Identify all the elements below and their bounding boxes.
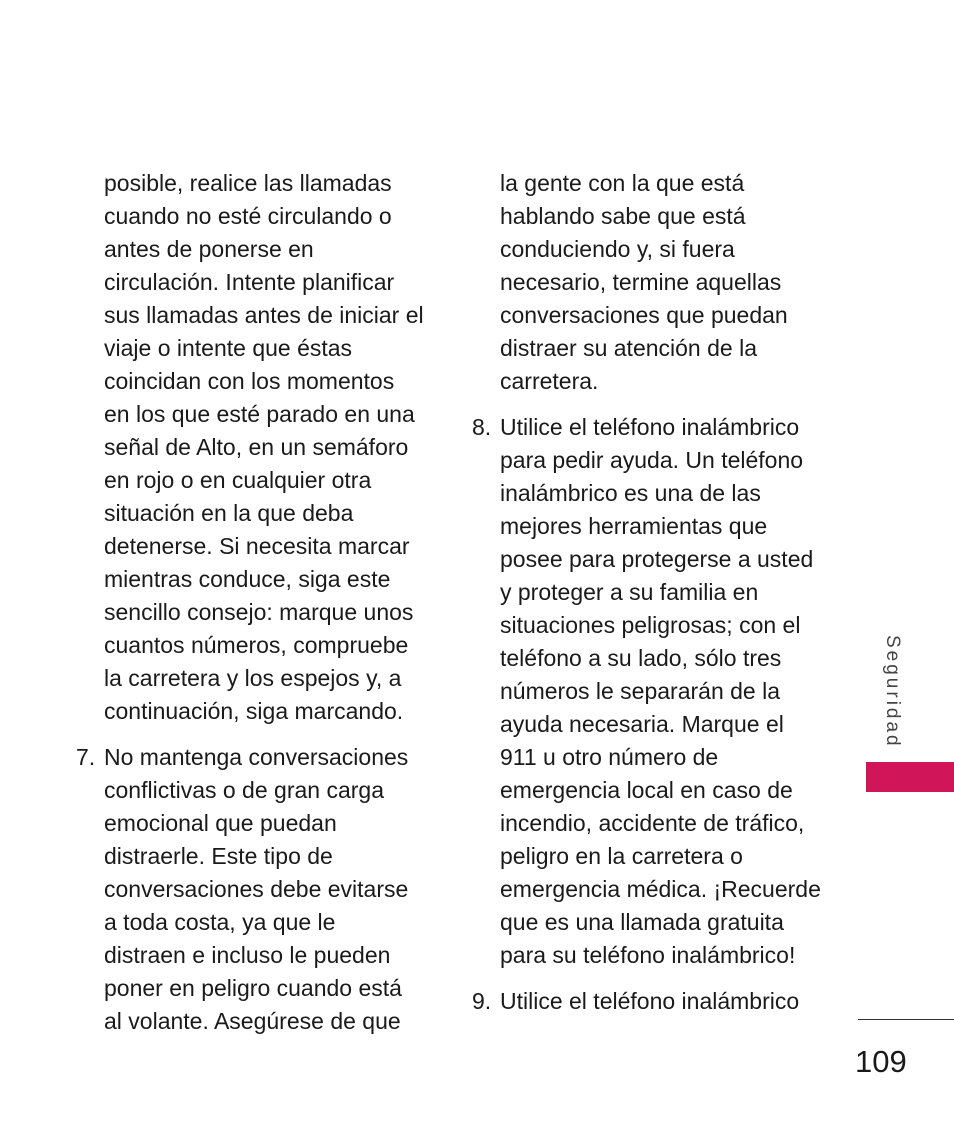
text-line: circulación. Intente planificar — [104, 269, 395, 295]
text-line: Utilice el teléfono inalámbrico — [500, 414, 800, 440]
text-line: la gente con la que está — [500, 170, 745, 196]
text-line: sus llamadas antes de iniciar el — [104, 302, 424, 328]
text-line: conflictivas o de gran carga — [104, 777, 384, 803]
text-line: continuación, siga marcando. — [104, 698, 404, 724]
continuation-paragraph — [500, 167, 822, 398]
list-number: 7. — [76, 744, 96, 770]
text-line: inalámbrico es una de las — [500, 480, 761, 506]
text-line: necesario, termine aquellas — [500, 269, 782, 295]
text-line: 911 u otro número de — [500, 744, 719, 770]
text-line: distraen e incluso le pueden — [104, 942, 391, 968]
text-line: que es una llamada gratuita — [500, 909, 784, 935]
text-line: situación en la que deba — [104, 500, 354, 526]
text-line: mejores herramientas que — [500, 513, 768, 539]
text-line: viaje o intente que éstas — [104, 335, 353, 361]
text-line: peligro en la carretera o — [500, 843, 743, 869]
text-line: detenerse. Si necesita marcar — [104, 533, 410, 559]
text-line: al volante. Asegúrese de que — [104, 1008, 401, 1034]
text-line: números le separarán de la — [500, 678, 780, 704]
text-line: sencillo consejo: marque unos — [104, 599, 414, 625]
text-line: antes de ponerse en — [104, 236, 314, 262]
text-line: la carretera y los espejos y, a — [104, 665, 402, 691]
text-line: coincidan con los momentos — [104, 368, 395, 394]
text-line: situaciones peligrosas; con el — [500, 612, 801, 638]
text-line: en rojo o en cualquier otra — [104, 467, 372, 493]
text-line: Utilice el teléfono inalámbrico — [500, 988, 800, 1014]
footer-rule — [858, 1019, 954, 1020]
text-line: y proteger a su familia en — [500, 579, 759, 605]
intro-paragraph — [104, 167, 426, 728]
text-line: teléfono a su lado, sólo tres — [500, 645, 782, 671]
text-line: señal de Alto, en un semáforo — [104, 434, 409, 460]
text-line: No mantenga conversaciones — [104, 744, 409, 770]
text-line: incendio, accidente de tráfico, — [500, 810, 805, 836]
text-line: para pedir ayuda. Un teléfono — [500, 447, 804, 473]
text-line: distraerle. Este tipo de — [104, 843, 333, 869]
section-label: Seguridad — [882, 635, 903, 749]
page-number: 109 — [855, 1044, 907, 1079]
text-line: poner en peligro cuando está — [104, 975, 402, 1001]
text-line: cuando no esté circulando o — [104, 203, 392, 229]
text-line: posee para protegerse a usted — [500, 546, 814, 572]
text-line: emergencia local en caso de — [500, 777, 793, 803]
text-line: carretera. — [500, 368, 599, 394]
text-line: mientras conduce, siga este — [104, 566, 391, 592]
text-line: distraer su atención de la — [500, 335, 757, 361]
list-item-9 — [472, 985, 822, 1018]
text-line: en los que esté parado en una — [104, 401, 415, 427]
text-line: posible, realice las llamadas — [104, 170, 392, 196]
text-line: para su teléfono inalámbrico! — [500, 942, 796, 968]
left-column — [76, 167, 426, 1038]
list-number: 9. — [472, 988, 492, 1014]
list-number: 8. — [472, 414, 492, 440]
text-line: ayuda necesaria. Marque el — [500, 711, 784, 737]
text-line: emergencia médica. ¡Recuerde — [500, 876, 821, 902]
list-item-8 — [472, 411, 822, 972]
text-line: conversaciones debe evitarse — [104, 876, 409, 902]
text-line: conversaciones que puedan — [500, 302, 788, 328]
section-tab-marker — [866, 762, 954, 792]
right-column — [472, 167, 822, 1018]
text-line: hablando sabe que está — [500, 203, 746, 229]
text-line: emocional que puedan — [104, 810, 337, 836]
text-line: a toda costa, ya que le — [104, 909, 336, 935]
text-line: conduciendo y, si fuera — [500, 236, 735, 262]
text-line: cuantos números, compruebe — [104, 632, 409, 658]
list-item-7 — [76, 741, 426, 1038]
